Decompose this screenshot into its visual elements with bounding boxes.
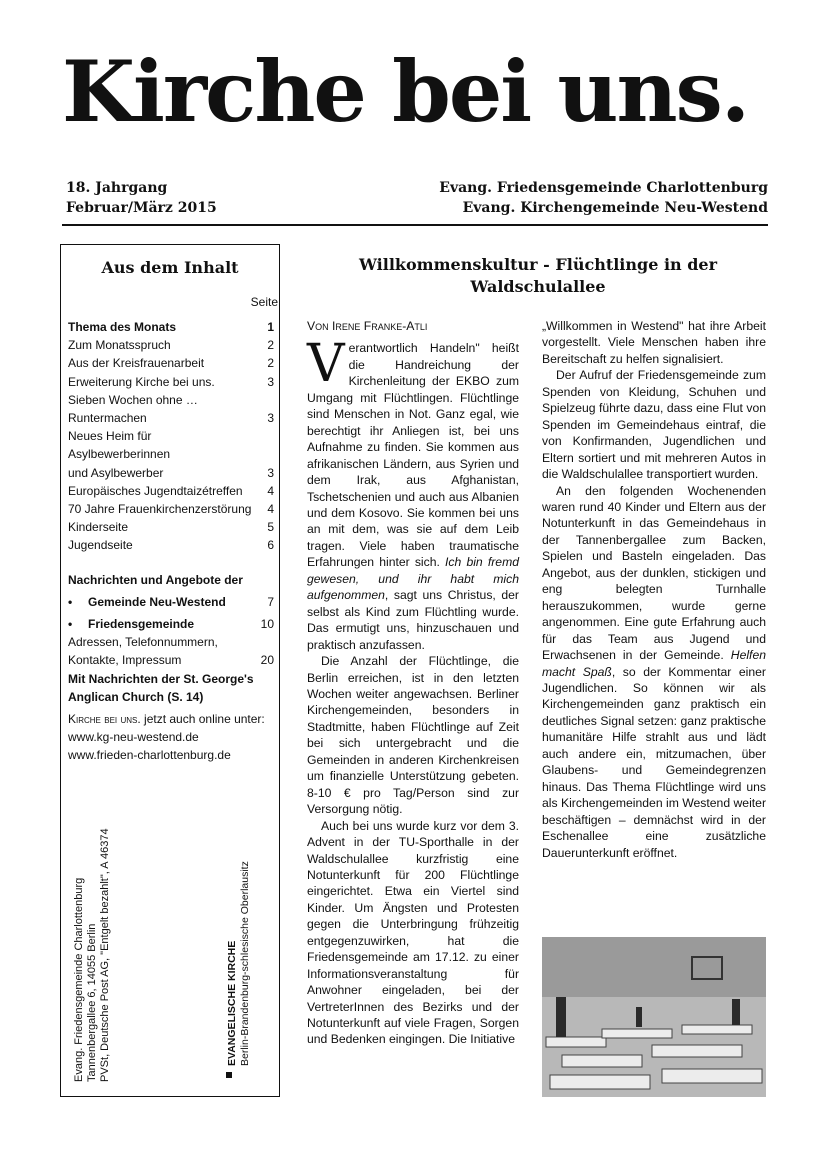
toc-item: Jugendseite 6	[68, 538, 274, 553]
online-text: jetzt auch online unter:	[140, 712, 265, 726]
toc-item: Kontakte, Impressum 20	[68, 653, 274, 668]
toc-news-item: • Gemeinde Neu-Westend 7	[68, 593, 274, 611]
online-label: Kirche bei uns.	[68, 712, 141, 726]
toc-item: Sieben Wochen ohne …	[68, 392, 198, 407]
toc-item: Aus der Kreisfrauenarbeit 2	[68, 356, 274, 371]
article-column-2	[542, 318, 766, 928]
issue-volume: 18. Jahrgang	[66, 180, 168, 196]
online-info	[68, 710, 274, 765]
toc-anglican: Anglican Church (S. 14)	[68, 689, 204, 704]
mailing-address: Evang. Friedensgemeinde Charlottenburg Tannenbergallee 6, 14055 Berlin PVSt, Deutsche Post AG, "Entgelt bezahlt", A 46374	[73, 828, 111, 1082]
toc-item: Zum Monatsspruch 2	[68, 338, 274, 353]
toc-item: Adressen, Telefonnummern,	[68, 635, 218, 650]
masthead-title: Kirche bei uns.	[62, 42, 749, 141]
article-byline: Von Irene Franke-Atli	[307, 319, 428, 333]
article-column-1	[307, 318, 519, 1100]
ekbo-logo-text: EVANGELISCHE KIRCHE Berlin-Brandenburg-schlesische Oberlausitz	[226, 861, 251, 1066]
article-paragraph: „Willkommen in Westend" hat ihre Arbeit vorgestellt. Viele Menschen haben ihre Bereitschaft zu helfen signalisiert.	[542, 319, 766, 366]
toc-list	[68, 318, 274, 706]
toc-item: und Asylbewerber 3	[68, 465, 274, 480]
toc-news-item: • Friedensgemeinde 10	[68, 615, 274, 633]
header-rule	[62, 224, 768, 226]
ekbo-logo-mark	[226, 1072, 232, 1078]
issue-info	[66, 178, 217, 218]
toc-item: Runtermachen 3	[68, 411, 274, 426]
article-photo	[542, 937, 766, 1097]
issue-date: Februar/März 2015	[66, 200, 217, 216]
parish-friedensgemeinde: Evang. Friedensgemeinde Charlottenburg	[439, 180, 768, 196]
toc-page-header: Seite	[250, 295, 278, 309]
article-paragraph: Verantwortlich Handeln" heißt die Handreichung der Kirchenleitung der EKBO zum Umgang mit Flüchtlingen. Flüchtlinge sind Menschen in Not. Ganz egal, wie berechtigt ihr Anliegen ist, bei uns Aufnahme zu finden. Sie kommen aus afrikanischen Ländern, aus Syrien und dem Irak, aus Afghanistan, Tschetschenien und auch aus Albanien und dem Kosovo. Sie kommen bei uns an mit dem, was sie auf dem Leib tragen. Viele haben traumatische Erfahrungen hinter sich. Ich bin fremd gewesen, und ihr habt mich aufgenommen, sagt uns Christus, der selbst als Kind zum Flüchtling wurde. Das ermutigt uns, hinzuschauen und praktisch anzufassen.	[307, 334, 519, 652]
article-paragraph: Die Anzahl der Flüchtlinge, die Berlin erreichen, ist in den letzten Wochen weiter angewachsen. Berliner Kirchengemeinden, besonders in Stadtmitte, haben Flüchtlinge auf Zeit bei sich untergebracht und die Gemeinden in anderen Kirchenkreisen um finanzielle Unterstützung gebeten. 8-10 € pro Tag/Person sind zur Versorgung nötig.	[307, 654, 519, 817]
toc-title: Aus dem Inhalt	[101, 258, 239, 277]
parish-names	[439, 178, 768, 218]
toc-item: 70 Jahre Frauenkirchenzerstörung 4	[68, 502, 274, 517]
toc-anglican: Mit Nachrichten der St. George's	[68, 671, 254, 686]
url-frieden[interactable]: www.frieden-charlottenburg.de	[68, 748, 231, 763]
toc-item: Erweiterung Kirche bei uns. 3	[68, 374, 274, 389]
parish-neu-westend: Evang. Kirchengemeinde Neu-Westend	[462, 200, 768, 216]
url-neu-westend[interactable]: www.kg-neu-westend.de	[68, 730, 199, 745]
toc-item: Kinderseite 5	[68, 520, 274, 535]
toc-news-heading: Nachrichten und Angebote der	[68, 572, 243, 587]
article-paragraph: Auch bei uns wurde kurz vor dem 3. Advent in der TU-Sporthalle in der Waldschulallee kurzfristig eine Notunterkunft für 200 Flüchtlinge eingerichtet. Etwa ein Viertel sind Kinder. Um Ängsten und Protesten gegen die Unterbringung frühzeitig entgegenzuwirken, hat die Friedensgemeinde am 17.12. zu einer Informationsveranstaltung für Anwohner eingeladen, bei der VertreterInnen des Bezirks und der Notunterkunft auf viele Fragen, Sorgen und Bedenken eingingen. Die Initiative	[307, 818, 519, 1047]
toc-item: Thema des Monats 1	[68, 320, 274, 334]
article-paragraph: An den folgenden Wochenenden waren rund 40 Kinder und Eltern aus der Notunterkunft in das Gemeindehaus in der Tannenbergallee zum Backen, Spielen und Basteln eingeladen. Das Angebot, aus der dunklen, stickigen und eng belegten Turnhalle herauszukommen, wurde gerne angenommen. Eine gute Erfahrung auch für das Team aus Jugend und Erwachsenen in der Gemeinde. Helfen macht Spaß, so der Kommentar einer Jugendlichen. So können wir als Kirchengemeinden ganz praktisch ein deutliches Signal setzen: ganz praktische humanitäre Hilfe strahlt aus und lädt auch andere ein, mitzumachen, über Glaubens- und Gemeindegrenzen hinaus. Das Thema Flüchtlinge wird uns als Kirchengemeinden im Westend weiter beschäftigen – demnächst wird in der Eschenallee eine zusätzliche Dauerunterkunft eröffnet.	[542, 483, 766, 860]
toc-item: Neues Heim für Asylbewerberinnen	[68, 429, 171, 462]
article-headline: Willkommenskultur - Flüchtlinge in der Waldschulallee	[358, 255, 718, 296]
drop-cap: V	[307, 334, 345, 395]
toc-item: Europäisches Jugendtaizétreffen 4	[68, 483, 274, 498]
article-paragraph: Der Aufruf der Friedensgemeinde zum Spenden von Kleidung, Schuhen und Spielzeug führte dazu, dass eine Flut von Spenden im Gemeindehaus eintraf, die von Konfirmanden, Jugendlichen und Eltern sortiert und mit mehreren Autos in die Waldschulallee transportiert wurden.	[542, 368, 766, 482]
